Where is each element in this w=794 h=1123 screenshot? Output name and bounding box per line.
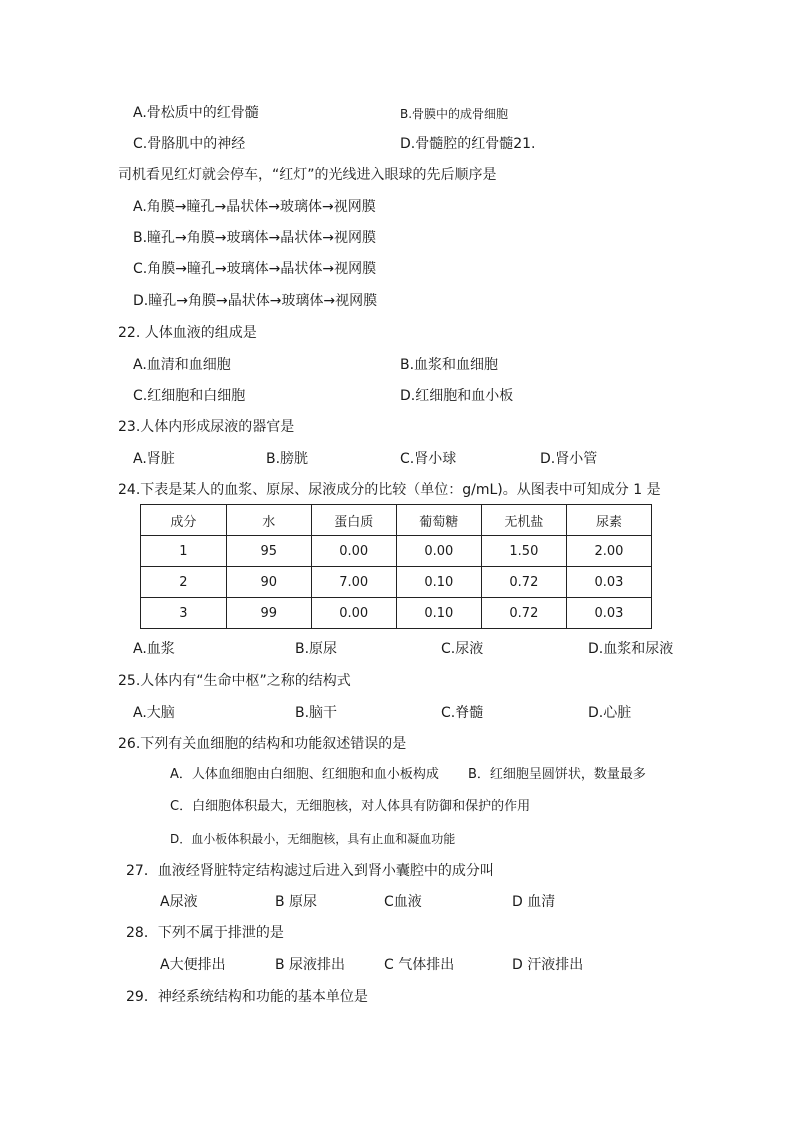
- q29-stem: 29．神经系统结构和功能的基本单位是: [126, 989, 368, 1005]
- q28-option-a: A大便排出: [160, 957, 226, 973]
- table-header-cell: 葡萄糖: [396, 505, 481, 536]
- q28-option-c: C 气体排出: [384, 957, 455, 973]
- table-header-cell: 无机盐: [481, 505, 566, 536]
- q21-option-a: A.角膜→瞳孔→晶状体→玻璃体→视网膜: [133, 199, 376, 215]
- q25-option-d: D.心脏: [588, 705, 632, 721]
- table-header-cell: 尿素: [566, 505, 651, 536]
- q27-option-d: D 血清: [512, 894, 556, 910]
- q24-table: [140, 504, 652, 629]
- q24-stem: 24.下表是某人的血浆、原尿、尿液成分的比较（单位：g/mL)。从图表中可知成分 1 是: [118, 482, 661, 498]
- table-cell: 95: [226, 536, 311, 567]
- q25-option-a: A.大脑: [133, 705, 175, 721]
- table-cell: 90: [226, 567, 311, 598]
- table-cell: 0.00: [311, 536, 396, 567]
- q24-option-c: C.尿液: [441, 641, 484, 657]
- q20-option-b: B.骨膜中的成骨细胞: [400, 107, 509, 121]
- table-header-row: [141, 505, 652, 536]
- q26-option-a: A．人体血细胞由白细胞、红细胞和血小板构成: [170, 767, 439, 782]
- table-row: [141, 536, 652, 567]
- table-cell: 0.00: [396, 536, 481, 567]
- q23-option-d: D.肾小管: [540, 451, 598, 467]
- table-cell: 7.00: [311, 567, 396, 598]
- q22-stem: 22. 人体血液的组成是: [118, 325, 257, 341]
- q23-option-a: A.肾脏: [133, 451, 175, 467]
- q22-option-a: A.血清和血细胞: [133, 357, 231, 373]
- q26-option-c: C．白细胞体积最大，无细胞核，对人体具有防御和保护的作用: [170, 799, 531, 814]
- table-cell: 0.03: [566, 567, 651, 598]
- table-row: [141, 567, 652, 598]
- q26-stem: 26.下列有关血细胞的结构和功能叙述错误的是: [118, 736, 407, 752]
- table-cell: 1: [141, 536, 227, 567]
- table-header-cell: 蛋白质: [311, 505, 396, 536]
- q21-option-b: B.瞳孔→角膜→玻璃体→晶状体→视网膜: [133, 230, 376, 246]
- table-cell: 2: [141, 567, 227, 598]
- q20-option-d: D.骨髓腔的红骨髓21.: [400, 136, 536, 152]
- q22-option-d: D.红细胞和血小板: [400, 388, 514, 404]
- q21-stem: 司机看见红灯就会停车，“红灯”的光线进入眼球的先后顺序是: [118, 167, 497, 183]
- table-cell: 0.00: [311, 598, 396, 629]
- q25-option-b: B.脑干: [295, 705, 338, 721]
- q24-option-d: D.血浆和尿液: [588, 641, 674, 657]
- q24-option-b: B.原尿: [295, 641, 338, 657]
- q26-option-d: D．血小板体积最小，无细胞核，具有止血和凝血功能: [170, 832, 456, 846]
- q27-option-b: B 原尿: [275, 894, 318, 910]
- table-cell: 3: [141, 598, 227, 629]
- table-cell: 0.03: [566, 598, 651, 629]
- table-row: [141, 598, 652, 629]
- q20-option-a: A.骨松质中的红骨髓: [133, 105, 259, 121]
- q22-option-c: C.红细胞和白细胞: [133, 388, 246, 404]
- table-header-cell: 水: [226, 505, 311, 536]
- q27-stem: 27．血液经肾脏特定结构滤过后进入到肾小囊腔中的成分叫: [126, 863, 494, 879]
- q23-option-c: C.肾小球: [400, 451, 457, 467]
- q27-option-c: C血液: [384, 894, 422, 910]
- q25-stem: 25.人体内有“生命中枢”之称的结构式: [118, 673, 351, 689]
- q21-option-d: D.瞳孔→角膜→晶状体→玻璃体→视网膜: [133, 293, 378, 309]
- q27-option-a: A尿液: [160, 894, 198, 910]
- table-cell: 99: [226, 598, 311, 629]
- q28-option-b: B 尿液排出: [275, 957, 346, 973]
- table-cell: 0.10: [396, 567, 481, 598]
- table-cell: 1.50: [481, 536, 566, 567]
- q20-option-c: C.骨胳肌中的神经: [133, 136, 246, 152]
- q28-stem: 28．下列不属于排泄的是: [126, 925, 284, 941]
- q28-option-d: D 汗液排出: [512, 957, 584, 973]
- q23-stem: 23.人体内形成尿液的器官是: [118, 419, 295, 435]
- q24-option-a: A.血浆: [133, 641, 175, 657]
- q25-option-c: C.脊髓: [441, 705, 484, 721]
- q21-option-c: C.角膜→瞳孔→玻璃体→晶状体→视网膜: [133, 261, 377, 277]
- table-cell: 0.10: [396, 598, 481, 629]
- table-cell: 0.72: [481, 598, 566, 629]
- q23-option-b: B.膀胱: [266, 451, 309, 467]
- q22-option-b: B.血浆和血细胞: [400, 357, 499, 373]
- q26-option-b: B．红细胞呈圆饼状，数量最多: [468, 767, 646, 782]
- table-header-cell: 成分: [141, 505, 227, 536]
- table-cell: 2.00: [566, 536, 651, 567]
- table-cell: 0.72: [481, 567, 566, 598]
